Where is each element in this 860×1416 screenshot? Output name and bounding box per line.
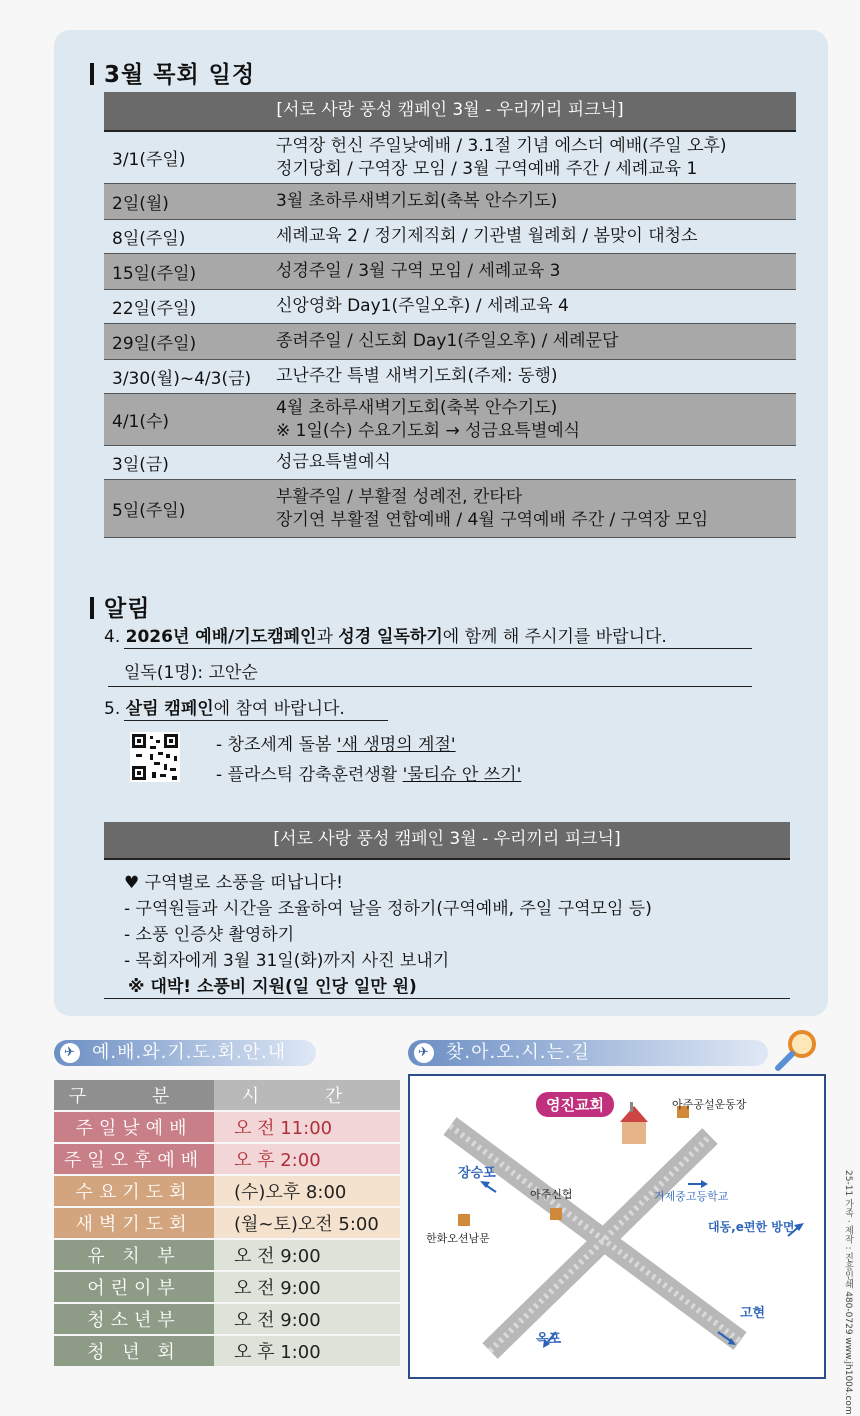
- schedule-event-line: 구역장 헌신 주일낮예배 / 3.1절 기념 에스더 예배(주일 오후): [276, 135, 727, 156]
- worship-row: [54, 1240, 400, 1270]
- schedule-events: [276, 397, 796, 443]
- worship-time: (수)오후 8:00: [214, 1176, 400, 1206]
- place-stadium: 아주공설운동장: [672, 1098, 747, 1111]
- schedule-events: [276, 295, 796, 318]
- worship-row: [54, 1272, 400, 1302]
- worship-guide-title: ✈ 예.배.와.기.도.회.안.내: [54, 1040, 316, 1066]
- worship-row: [54, 1336, 400, 1366]
- directions-map: [408, 1074, 826, 1379]
- worship-name: 수요기도회: [54, 1176, 214, 1206]
- schedule-row: [104, 360, 796, 394]
- worship-time: 오 전 9:00: [214, 1240, 400, 1270]
- schedule-event-line: 종려주일 / 신도회 Day1(주일오후) / 세례문답: [276, 331, 619, 351]
- worship-row: [54, 1144, 400, 1174]
- notice-heading: 알림: [90, 590, 150, 623]
- schedule-row: [104, 394, 796, 446]
- picnic-line-1: ♥ 구역별로 소풍을 떠납니다!: [124, 873, 343, 893]
- header-time: 시 간: [214, 1080, 400, 1110]
- schedule-row: [104, 480, 796, 538]
- directions-title: ✈ 찾.아.오.시.는.길: [408, 1040, 768, 1066]
- worship-row: [54, 1112, 400, 1142]
- schedule-event-line: 부활주일 / 부활절 성례전, 칸타타: [276, 486, 523, 507]
- schedule-heading: 3월 목회 일정: [90, 56, 255, 89]
- schedule-row: [104, 184, 796, 220]
- dove-icon: ✈: [414, 1043, 434, 1063]
- schedule-date: 8일(주일): [112, 229, 186, 249]
- picnic-bonus: ※ 대박! 소풍비 지원(일 인당 일만 원): [128, 977, 417, 997]
- worship-name: 새벽기도회: [54, 1208, 214, 1238]
- schedule-row: [104, 446, 796, 480]
- schedule-event-line: 장기연 부활절 연합예배 / 4월 구역예배 주간 / 구역장 모임: [276, 509, 709, 530]
- schedule-event-line: 3월 초하루새벽기도회(축복 안수기도): [276, 191, 558, 211]
- schedule-date: 4/1(수): [112, 412, 170, 432]
- dove-icon: ✈: [60, 1043, 80, 1063]
- worship-row: [54, 1176, 400, 1206]
- picnic-line-3: - 소풍 인증샷 촬영하기: [124, 925, 295, 945]
- campaign-line-1: - 창조세계 돌봄 '새 생명의 계절': [216, 735, 456, 755]
- place-okpo: 옥포: [536, 1332, 562, 1347]
- notice-item-4: 4. 2026년 예배/기도캠페인과 성경 일독하기에 함께 해 주시기를 바랍니다.: [104, 627, 667, 647]
- worship-time: 오 전 9:00: [214, 1304, 400, 1334]
- notice-item-4-sub: 일독(1명): 고안순: [124, 663, 258, 683]
- schedule-row: [104, 290, 796, 324]
- campaign-line-2: - 플라스틱 감축훈련생활 '물티슈 안 쓰기': [216, 765, 522, 785]
- schedule-event-line: 정기당회 / 구역장 모임 / 3월 구역예배 주간 / 세례교육 1: [276, 158, 698, 179]
- schedule-date: 2일(월): [112, 194, 169, 214]
- schedule-events: [276, 330, 796, 353]
- place-hanwha: 한화오션남문: [426, 1232, 490, 1245]
- schedule-date: 3/30(월)~4/3(금): [112, 369, 252, 389]
- worship-time: 오 후 1:00: [214, 1336, 400, 1366]
- place-daedong: 대동,e편한 방면: [708, 1220, 795, 1234]
- worship-name: 청 년 회: [54, 1336, 214, 1366]
- magnifier-icon: [772, 1028, 820, 1072]
- worship-time: (월~토)오전 5:00: [214, 1208, 400, 1238]
- schedule-events: [276, 486, 796, 532]
- schedule-date: 29일(주일): [112, 334, 197, 354]
- printer-credit: 25-11 가족 · 제작 : 진흥인쇄 480-0729 www.jh1004.com: [843, 1170, 853, 1415]
- worship-schedule-table: [54, 1078, 400, 1368]
- schedule-events: [276, 451, 796, 474]
- church-marker: 영진교회: [536, 1092, 614, 1117]
- schedule-event-line: 세례교육 2 / 정기제직회 / 기관별 월례회 / 봄맞이 대청소: [276, 226, 698, 246]
- schedule-events: [276, 260, 796, 283]
- schedule-row: [104, 132, 796, 184]
- schedule-events: [276, 190, 796, 213]
- worship-time: 오 전 9:00: [214, 1272, 400, 1302]
- place-jangseungpo: 장승포: [458, 1166, 496, 1181]
- worship-name: 유 치 부: [54, 1240, 214, 1270]
- schedule-event-line: 성금요특별예식: [276, 452, 391, 472]
- schedule-event-line: 고난주간 특별 새벽기도회(주제: 동행): [276, 366, 558, 386]
- picnic-line-4: - 목회자에게 3월 31일(화)까지 사진 보내기: [124, 951, 450, 971]
- schedule-events: [276, 135, 796, 181]
- schedule-date: 3일(금): [112, 455, 169, 475]
- schedule-event-line: 신앙영화 Day1(주일오후) / 세례교육 4: [276, 296, 569, 316]
- notice-item-5: 5. 살림 캠페인에 참여 바랍니다.: [104, 699, 345, 719]
- worship-name: 청소년부: [54, 1304, 214, 1334]
- place-highschool: 거제중고등학교: [654, 1190, 729, 1203]
- worship-row: [54, 1304, 400, 1334]
- qr-code[interactable]: [130, 732, 180, 782]
- schedule-date: 22일(주일): [112, 299, 197, 319]
- schedule-date: 15일(주일): [112, 264, 197, 284]
- schedule-date: 3/1(주일): [112, 150, 186, 170]
- schedule-events: [276, 365, 796, 388]
- schedule-row: [104, 324, 796, 360]
- schedule-event-line: 성경주일 / 3월 구역 모임 / 세례교육 3: [276, 261, 561, 281]
- worship-time: 오 전 11:00: [214, 1112, 400, 1142]
- schedule-row: [104, 220, 796, 254]
- picnic-banner: [서로 사랑 풍성 캠페인 3월 - 우리끼리 피크닉]: [104, 822, 790, 860]
- worship-name: 어린이부: [54, 1272, 214, 1302]
- worship-name: 주일낮예배: [54, 1112, 214, 1142]
- schedule-row: [104, 254, 796, 290]
- worship-time: 오 후 2:00: [214, 1144, 400, 1174]
- schedule-events: [276, 225, 796, 248]
- schedule-banner: [서로 사랑 풍성 캠페인 3월 - 우리끼리 피크닉]: [104, 92, 796, 132]
- worship-row: [54, 1208, 400, 1238]
- place-gohyeon: 고현: [740, 1306, 766, 1321]
- schedule-event-line: ※ 1일(수) 수요기도회 → 성금요특별예식: [276, 420, 581, 441]
- picnic-line-2: - 구역원들과 시간을 조율하여 날을 정하기(구역예배, 주일 구역모임 등): [124, 899, 652, 919]
- place-coop: 아주신협: [530, 1188, 573, 1201]
- header-category: 구 분: [54, 1080, 214, 1110]
- worship-name: 주일오후예배: [54, 1144, 214, 1174]
- schedule-event-line: 4월 초하루새벽기도회(축복 안수기도): [276, 397, 558, 418]
- schedule-date: 5일(주일): [112, 501, 186, 521]
